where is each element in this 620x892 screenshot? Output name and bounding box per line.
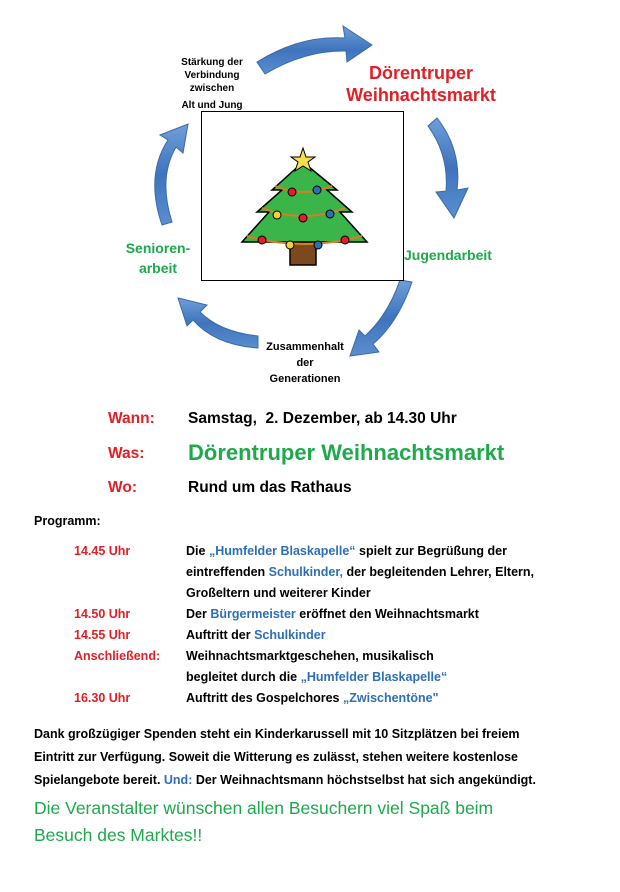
program-time: Anschließend:	[74, 649, 161, 663]
text: Der	[186, 607, 211, 621]
cycle-label-line: der	[296, 357, 314, 369]
christmas-tree-picture	[201, 111, 404, 281]
text: Der Weihnachtsmann höchstselbst hat sich angekündigt.	[192, 773, 536, 787]
text: begleitet durch die	[186, 670, 301, 684]
market-title	[340, 62, 502, 106]
program-desc-line: Großeltern und weiterer Kinder	[186, 586, 371, 600]
program-time: 16.30 Uhr	[74, 691, 131, 705]
footer-paragraph	[34, 723, 536, 792]
footer-line: Dank großzügiger Spenden steht ein Kinderkarussell mit 10 Sitzplätzen bei freiem	[34, 727, 520, 741]
cycle-label-line: Verbindung	[184, 70, 240, 81]
text: spielt zur Begrüßung der	[355, 544, 507, 558]
cycle-label-line: Zusammenhalt	[266, 341, 344, 353]
cycle-label-line: zwischen	[189, 83, 235, 94]
text: eintreffenden	[186, 565, 269, 579]
market-title-line: Weihnachtsmarkt	[346, 85, 496, 105]
highlight: „Zwischentöne"	[342, 691, 439, 705]
highlight: Schulkinder	[254, 628, 326, 642]
program-time: 14.55 Uhr	[74, 628, 131, 642]
closing-line: Besuch des Marktes!!	[34, 825, 203, 845]
text: Auftritt des Gospelchores	[186, 691, 343, 705]
highlight: Bürgermeister	[210, 607, 296, 621]
program-desc-line	[186, 544, 507, 558]
text: eröffnet den Weihnachtsmarkt	[295, 607, 479, 621]
footer-line	[34, 769, 536, 792]
program-desc-line	[186, 628, 326, 642]
closing-line: Die Veranstalter wünschen allen Besuchern viel Spaß beim	[34, 798, 494, 818]
text: Spielangebote bereit.	[34, 773, 164, 787]
cycle-label-line: Generationen	[269, 373, 341, 385]
cycle-label-line: Alt und Jung	[181, 100, 243, 111]
wann-label: Wann:	[108, 410, 155, 427]
text: der begleitenden Lehrer, Eltern,	[343, 565, 535, 579]
highlight: Schulkinder,	[268, 565, 343, 579]
cycle-label-line: arbeit	[138, 260, 178, 276]
program-desc-line	[186, 607, 479, 621]
wann-value: Samstag, 2. Dezember, ab 14.30 Uhr	[188, 410, 457, 427]
program-time: 14.45 Uhr	[74, 544, 131, 558]
wo-label: Wo:	[108, 479, 137, 496]
cycle-label-line: Senioren-	[125, 240, 191, 256]
cycle-label-bottom	[253, 339, 357, 387]
market-title-line: Dörentruper	[368, 63, 473, 83]
wo-value: Rund um das Rathaus	[188, 479, 352, 496]
arrow-right-icon	[428, 118, 468, 218]
program-time: 14.50 Uhr	[74, 607, 131, 621]
highlight: „Humfelder Blaskapelle“	[208, 544, 356, 558]
text: Auftritt der	[186, 628, 255, 642]
highlight: „Humfelder Blaskapelle“	[300, 670, 448, 684]
text: Die	[186, 544, 209, 558]
arrow-bottom-icon	[350, 280, 412, 356]
closing-message	[34, 795, 493, 849]
was-label: Was:	[108, 445, 145, 462]
cycle-label-right: Jugendarbeit	[404, 247, 492, 263]
cycle-label-top-left	[172, 56, 252, 112]
cycle-label-left	[118, 238, 198, 278]
cycle-label-line: Stärkung der	[181, 57, 243, 68]
highlight: Und:	[163, 773, 193, 787]
program-desc-line: Weihnachtsmarktgeschehen, musikalisch	[186, 649, 434, 663]
arrow-lower-left-icon	[178, 298, 258, 348]
footer-line: Eintritt zur Verfügung. Soweit die Witterung es zulässt, stehen weitere kostenlose	[34, 750, 519, 764]
program-desc-line	[186, 670, 447, 684]
program-heading: Programm:	[34, 514, 101, 528]
was-value: Dörentruper Weihnachtsmarkt	[188, 440, 505, 465]
program-desc-line	[186, 565, 534, 579]
arrow-left-icon	[155, 124, 188, 225]
program-desc-line	[186, 691, 439, 705]
christmas-tree-icon	[202, 112, 402, 279]
